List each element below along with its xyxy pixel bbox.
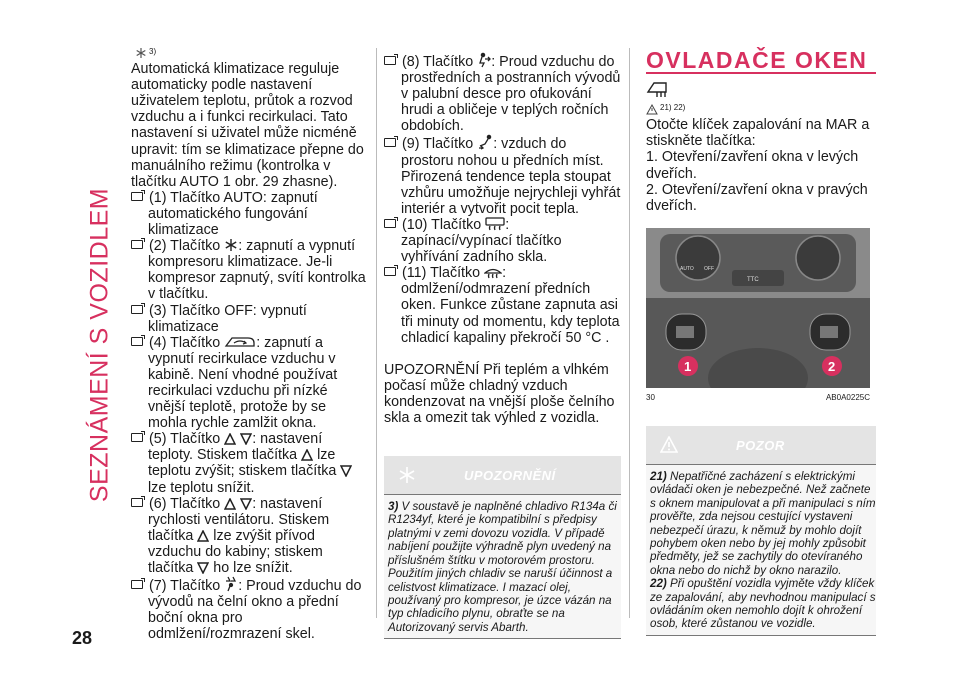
item-11: (11) Tlačítko : odmlžení/odmrazení předních oken. Funkce zůstane zapnuta asi tři minuty od momentu, kdy teplota chladicí kapaliny překročí 50 °C . (384, 265, 621, 345)
snowflake-icon (398, 466, 416, 484)
note-21: 21) Nepatřičné zacházení s elektrickými ovládači oken je nebezpečné. Než začnete s oknem manipulovat a při manipulaci s ním prověřte, zda nejsou cestující vystaveni nebezpečí úrazu, k němuž by mohlo dojít pohybem oken nebo by jej mohly způsobit předměty, jež se zachytily do otevíraného okna nebo do nichž by okno narazilo. (650, 469, 876, 577)
list-item-2: 2. Otevření/zavření okna v pravých dveřích. (646, 181, 868, 214)
item-8: (8) Tlačítko : Proud vzduchu do prostředních a postranních vývodů v palubní desce pro ofukování hrudi a obličeje v teplých ročních obdobích. (384, 52, 621, 134)
snowflake-icon (135, 47, 147, 59)
side-title: SEZNÁMENÍ S VOZIDLEM (85, 187, 114, 503)
note-refs: 3) (149, 47, 157, 56)
warning-callout (384, 456, 621, 494)
note-refs: 21) 22) (660, 103, 686, 113)
triangle-up-icon (224, 498, 236, 510)
triangle-up-icon (197, 530, 209, 542)
bookmark-icon (384, 219, 396, 228)
figure-code: AB0A0225C (825, 392, 870, 402)
item-6: (6) Tlačítko : nastavení rychlosti ventilátoru. Stiskem tlačítka lze zvýšit přívod vzduchu do kabiny; stiskem tlačítka ho lze snížit. (131, 496, 367, 576)
note-22: 22) Při opuštění vozidla vyjměte vždy klíček ze zapalování, aby nevhodnou manipulací s ovládáním oken nemohlo dojít k ohrožení osob, které zůstanou ve vozidle. (650, 577, 876, 631)
refrigerant-note: 3) V soustavě je naplněné chladivo R134a či R1234yf, které je kompatibilní s předpisy platnými v zemi dovozu vozidla. V případě nabíjení použijte výhradně plyn uvedený na příslušném štítku v motorovém prostoru. Použitím jiných chladiv se naruší účinnost a celistvost klimatizace. I mazací olej, používaný pro kompresor, je úzce vázán na typ chladicího plynu, obraťte se na Autorizovaný servis Abarth. (384, 494, 621, 639)
panel-ttc-label: TTC (747, 276, 759, 283)
bookmark-icon (384, 138, 396, 147)
triangle-up-icon (301, 449, 313, 461)
item-4: (4) Tlačítko : zapnutí a vypnutí recirkulace vzduchu v kabině. Není vhodné používat recirkulaci vzduchu při nízké vnější teplotě, protože by se mohla rychle zamlžit okna. (131, 335, 367, 432)
front-defrost-icon (484, 265, 502, 279)
item-9: (9) Tlačítko : vzduch do prostoru nohou u předních míst. Přirozená tendence tepla stoupat vzhůru umožňuje nejrychleji vyhřát interiér a vytvořit pocit tepla. (384, 134, 621, 216)
figure-number: 30 (646, 392, 655, 402)
bookmark-icon (384, 267, 396, 276)
ac-snowflake-icon (224, 238, 238, 252)
warning-triangle-icon (646, 104, 658, 115)
item-7: (7) Tlačítko : Proud vzduchu do vývodů na čelní okno a přední boční okna pro odmlžení/rozmrazení skel. (131, 576, 367, 642)
window-intro: Otočte klíček zapalování na MAR a stiskněte tlačítka: (646, 117, 870, 150)
list-item-1: 1. Otevření/zavření okna v levých dveřích. (646, 149, 859, 182)
face-airflow-icon (477, 52, 491, 68)
windshield-airflow-icon (224, 576, 238, 592)
column-1 (131, 44, 367, 642)
bookmark-icon (131, 305, 143, 314)
panel-off-label: OFF (704, 265, 714, 272)
item-2: (2) Tlačítko : zapnutí a vypnutí kompresoru klimatizace. Je-li kompresor zapnutý, svítí kontrolka v tlačítku. (131, 238, 367, 302)
bookmark-icon (131, 580, 143, 589)
callout-title: POZOR (736, 437, 785, 453)
bookmark-icon (131, 192, 143, 201)
triangle-down-icon (240, 498, 252, 510)
bookmark-icon (131, 433, 143, 442)
item-1: (1) Tlačítko AUTO: zapnutí automatického fungování klimatizace (131, 190, 367, 238)
column-separator (629, 48, 630, 618)
column-separator (376, 48, 377, 618)
callout-marker-2-label: 2 (828, 358, 836, 374)
caution-callout (646, 426, 876, 464)
page-number: 28 (72, 628, 93, 648)
item-10: (10) Tlačítko : zapínací/vypínací tlačítko vyhřívání zadního skla. (384, 217, 621, 265)
warning-paragraph: UPOZORNĚNÍ Při teplém a vlhkém počasí může chladný vzduch kondenzovat na vnější ploše čelního skla a omezit tak výhled z vozidla. (384, 361, 615, 426)
triangle-down-icon (340, 465, 352, 477)
recirculation-icon (224, 335, 256, 349)
warning-triangle-icon (660, 436, 678, 454)
callout-marker-1-label: 1 (684, 358, 692, 374)
triangle-down-icon (197, 562, 209, 574)
column-3 (646, 44, 876, 636)
figure-window-controls (646, 228, 870, 388)
panel-auto-label: AUTO (680, 265, 694, 272)
feet-airflow-icon (477, 134, 493, 150)
section-heading: OVLADAČE OKEN (646, 52, 876, 74)
caution-notes (646, 464, 876, 636)
triangle-up-icon (224, 433, 236, 445)
item-3: (3) Tlačítko OFF: vypnutí klimatizace (131, 303, 367, 335)
bookmark-icon (131, 498, 143, 507)
bookmark-icon (131, 337, 143, 346)
console-illustration (646, 228, 870, 388)
triangle-down-icon (240, 433, 252, 445)
window-icon (646, 80, 672, 98)
climate-intro: Automatická klimatizace reguluje automaticky podle nastavení uživatelem teplotu, průtok a rozvod vzduchu a i funkci recirkulaci. Tato nastavení si uživatel může nicméně upravit: tím se klimatizace přepne do manuálního režimu (kontrolka v tlačítku AUTO 1 obr. 29 zhasne). (131, 61, 364, 190)
bookmark-icon (131, 240, 143, 249)
figure-caption (646, 390, 870, 406)
callout-title: UPOZORNĚNÍ (464, 468, 556, 484)
rear-defrost-icon (485, 217, 505, 231)
item-5: (5) Tlačítko : nastavení teploty. Stiskem tlačítka lze teplotu zvýšit; stiskem tlačítka lze teplotu snížit. (131, 431, 367, 495)
column-2 (384, 44, 621, 639)
bookmark-icon (384, 56, 396, 65)
